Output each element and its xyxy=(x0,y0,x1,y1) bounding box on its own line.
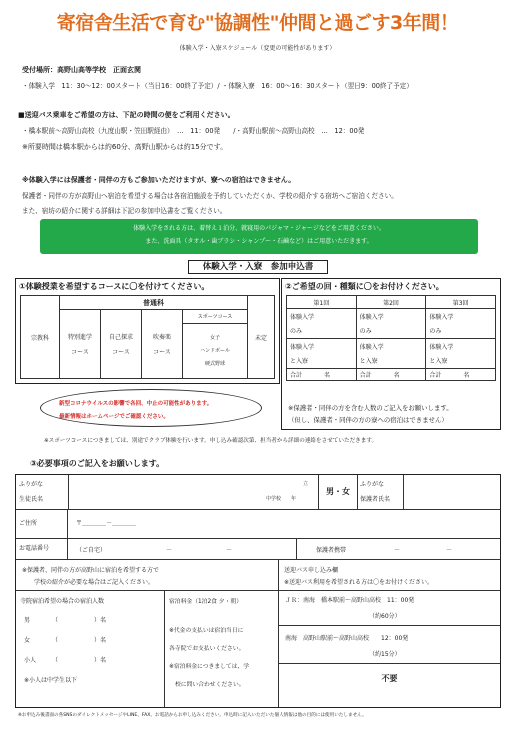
session-note-1: ※保護者・同伴の方を含む人数のご記入をお願いします。 xyxy=(288,404,453,412)
course-general: 普通科 xyxy=(60,296,248,310)
bus-option-nankai[interactable]: 南海 高野山駅前～高野山高校 12：00発 xyxy=(285,635,409,642)
guardian-phone-label: 保護者携帯 xyxy=(316,547,347,554)
session-3-stay[interactable] xyxy=(426,339,496,369)
session-2-total[interactable] xyxy=(356,369,426,381)
session-heading: ②ご希望の回・種類に〇をお付けください。 xyxy=(285,282,444,291)
s2-only-b: のみ xyxy=(359,328,372,335)
course-heading: ①体験授業を希望するコースに〇を付けてください。 xyxy=(19,282,210,291)
student-row xyxy=(16,475,500,510)
course-sports-header: スポーツコース xyxy=(183,310,248,324)
student-name-field[interactable] xyxy=(69,475,317,509)
belongings-line-1: 体験入学をされる方は、着替え１泊分、就寝用のパジャマ・ジャージなどをご用意ください。 xyxy=(133,225,385,232)
gender-select[interactable]: 男・女 xyxy=(318,475,358,509)
lodging-body xyxy=(16,591,500,707)
schedule-subnote: 体験入学・入寮スケジュール（変更の可能性があります） xyxy=(179,45,336,52)
bus-option-none[interactable]: 不要 xyxy=(381,674,398,683)
belongings-box xyxy=(40,219,478,254)
guardian-label xyxy=(357,475,404,509)
covid-notice xyxy=(40,389,262,427)
session-2-stay[interactable] xyxy=(356,339,426,369)
s1-total-unit: 名 xyxy=(324,372,331,379)
s2-total-unit: 名 xyxy=(393,372,400,379)
fee-note-4: 校に問い合わせください。 xyxy=(175,682,245,688)
fee-box xyxy=(165,591,279,707)
course-brass-line-1: 吹奏楽 xyxy=(152,334,171,341)
lodging-divider xyxy=(278,560,279,590)
bus-column-note: ※送迎バス利用を希望される方は〇をお付けください。 xyxy=(284,579,434,586)
bus-option-jr[interactable]: ＪＲ：南海 橋本駅前～高野山高校 11：00発 xyxy=(285,597,415,604)
child-unit: ）名 xyxy=(94,657,107,664)
sports-girl: 女子 xyxy=(209,334,220,341)
bus-column-title: 送迎バス申し込み欄 xyxy=(284,567,339,574)
bus-divider-2 xyxy=(279,663,500,664)
bus-routes: ・橋本駅前～高野山高校（九度山駅・笠田駅経由） … 11：00発 /・高野山駅前～高野山高校 … 12：00発 xyxy=(22,127,365,135)
course-undecided[interactable]: 未定 xyxy=(248,296,275,379)
child-count[interactable] xyxy=(24,655,106,664)
sports-note: ※スポーツコースにつきましては、別途でクラブ体験を行います。申し込み確認次第、担当者から詳細の連絡をさせていただきます。 xyxy=(44,438,378,444)
bus-intro: ■送迎バス乗車をご希望の方は、下記の時間の便をご利用ください。 xyxy=(18,111,235,119)
course-brass-line-2: コース xyxy=(153,349,171,356)
guardian-note-3: また、宿坊の紹介に関する詳細は下記の参加申込書をご覧ください。 xyxy=(22,207,227,215)
s1-stay-a: 体験入学 xyxy=(290,344,315,351)
guardian-name-field[interactable] xyxy=(404,475,500,509)
phone-divider xyxy=(296,539,297,559)
course-brass[interactable] xyxy=(142,310,183,379)
fee-note-1: ※代金の支払いは宿泊当日に xyxy=(169,628,244,634)
s3-stay-b: と入寮 xyxy=(429,358,448,365)
s3-total-label: 合計 xyxy=(429,372,442,379)
applicant-form xyxy=(15,474,501,708)
lodging-header-row xyxy=(16,560,500,591)
fee-note-3: ※宿泊料金につきましては、学 xyxy=(169,664,250,670)
child-label: 小人 xyxy=(24,657,37,664)
session-note-2: （但し、保護者・同伴の方の寮への宿泊はできません） xyxy=(288,416,448,424)
course-special-line-1: 特別進学 xyxy=(67,334,92,341)
sports-handball: ハンドボール xyxy=(200,347,230,354)
session-1-total[interactable] xyxy=(287,369,357,381)
course-self-line-2: コース xyxy=(112,349,130,356)
session-1-only[interactable] xyxy=(287,309,357,339)
male-count[interactable] xyxy=(24,615,106,624)
guardian-note-2: 保護者・同伴の方が高野山へ宿泊を希望する場合は各宿泊施設を予約していただくか、学校の紹介する宿坊へご宿泊ください。 xyxy=(22,192,398,200)
grade-label: 中学校 年 xyxy=(266,496,297,502)
session-1-stay[interactable] xyxy=(287,339,357,369)
phone-row xyxy=(16,539,500,560)
phone-label: お電話番号 xyxy=(16,539,68,559)
course-sports-options[interactable] xyxy=(183,324,248,379)
course-special-line-2: コース xyxy=(71,349,89,356)
session-3-only[interactable] xyxy=(426,309,496,339)
s3-only-a: 体験入学 xyxy=(429,314,454,321)
lodging-question-1: ※保護者、同伴の方が高野山に宿泊を希望する方で xyxy=(22,567,160,574)
temple-title: 寺院宿泊希望の場合の宿泊人数 xyxy=(20,598,105,605)
lodging-question-2: 学校の紹介が必要な場合はご記入ください。 xyxy=(34,579,155,586)
session-2-only[interactable] xyxy=(356,309,426,339)
male-paren: （ xyxy=(52,617,59,624)
guardian-note-1: ※体験入学には保護者・同伴の方もご参加いただけますが、寮への宿泊はできません。 xyxy=(22,176,296,184)
female-unit: ）名 xyxy=(94,637,107,644)
s2-total-label: 合計 xyxy=(359,372,372,379)
school-suffix: 立 xyxy=(303,481,309,487)
s1-total-label: 合計 xyxy=(290,372,303,379)
course-section xyxy=(15,278,280,384)
guardian-phone-dash-2: － xyxy=(446,547,453,554)
temple-count-box xyxy=(16,591,165,707)
venue-text: 受付場所：高野山高等学校 正面玄関 xyxy=(22,66,141,74)
student-furigana: ふりがな xyxy=(19,481,44,488)
guardian-furigana: ふりがな xyxy=(360,481,385,488)
student-label xyxy=(16,475,69,509)
s3-stay-a: 体験入学 xyxy=(429,344,454,351)
s1-stay-b: と入寮 xyxy=(290,358,309,365)
child-paren: （ xyxy=(52,657,59,664)
fee-note-2: 各寺院でお支払いください。 xyxy=(169,646,245,652)
bus-nankai-time: （約15分） xyxy=(369,651,401,658)
covid-line-1: 新型コロナウイルスの影響で各回、中止の可能性があります。 xyxy=(59,401,213,407)
student-name-label: 生徒氏名 xyxy=(19,496,44,503)
section3-heading: ③必要事項のご記入をお願いします。 xyxy=(30,459,165,468)
course-table xyxy=(20,295,275,379)
male-unit: ）名 xyxy=(94,617,107,624)
covid-line-2: 最新情報はホームページでご確認ください。 xyxy=(59,414,169,420)
schedule-text: ・体験入学 11：30～12：00スタート（当日16：00終了予定）/ ・体験入寮 16：00～16：30スタート（翌日9：00終了予定） xyxy=(22,82,413,90)
s2-stay-a: 体験入学 xyxy=(359,344,384,351)
s3-total-unit: 名 xyxy=(463,372,470,379)
session-col-2: 第2回 xyxy=(356,296,426,309)
home-phone-label: （ご自宅） xyxy=(76,547,107,554)
address-row xyxy=(16,510,500,539)
male-label: 男 xyxy=(24,617,31,624)
footer-note: ※お申込み後書面の各SNSのダイレクトメッセージやLINE、FAX、お電話からお申し込みください。申込時に記入いただいた個人情報は他の目的には使用いたしません。 xyxy=(18,713,367,718)
course-self[interactable] xyxy=(101,310,142,379)
sports-baseball: 硬式野球 xyxy=(204,360,225,367)
female-paren: （ xyxy=(52,637,59,644)
s1-only-b: のみ xyxy=(290,328,303,335)
bus-options-box xyxy=(279,591,500,707)
guardian-name-label: 保護者氏名 xyxy=(360,496,391,503)
fee-title: 宿泊料金（1泊2食 夕・朝） xyxy=(169,599,242,605)
page-title: 寄宿舎生活で育む"協調性"仲間と過ごす3年間！ xyxy=(56,12,459,34)
course-self-line-1: 自己探求 xyxy=(108,334,133,341)
s2-only-a: 体験入学 xyxy=(359,314,384,321)
home-phone-dash-1: － xyxy=(166,547,173,554)
session-3-total[interactable] xyxy=(426,369,496,381)
belongings-line-2: また、洗面具（タオル・歯ブラシ・シャンプー・石鹸など）はご用意いただきます。 xyxy=(145,238,373,245)
s3-only-b: のみ xyxy=(429,328,442,335)
female-label: 女 xyxy=(24,637,31,644)
bus-jr-time: （約60分） xyxy=(369,613,401,620)
course-special[interactable] xyxy=(60,310,101,379)
form-title: 体験入学・入寮 参加申込書 xyxy=(188,260,328,274)
guardian-phone-dash-1: － xyxy=(394,547,401,554)
session-col-1: 第1回 xyxy=(287,296,357,309)
session-col-3: 第3回 xyxy=(426,296,496,309)
course-religion[interactable]: 宗教科 xyxy=(21,296,60,379)
s2-stay-b: と入寮 xyxy=(359,358,378,365)
address-label: ご住所 xyxy=(16,510,68,538)
session-section xyxy=(281,278,501,430)
postal-field[interactable]: 〒＿＿＿＿－＿＿＿＿ xyxy=(76,520,137,527)
home-phone-dash-2: － xyxy=(226,547,233,554)
bus-divider-1 xyxy=(279,625,500,626)
session-table xyxy=(286,295,496,381)
female-count[interactable] xyxy=(24,635,106,644)
bus-time-note: ※所要時間は橋本駅からは約60分、高野山駅からは約15分です。 xyxy=(22,143,228,151)
child-note: ※小人は中学生以下 xyxy=(24,677,78,684)
s1-only-a: 体験入学 xyxy=(290,314,315,321)
